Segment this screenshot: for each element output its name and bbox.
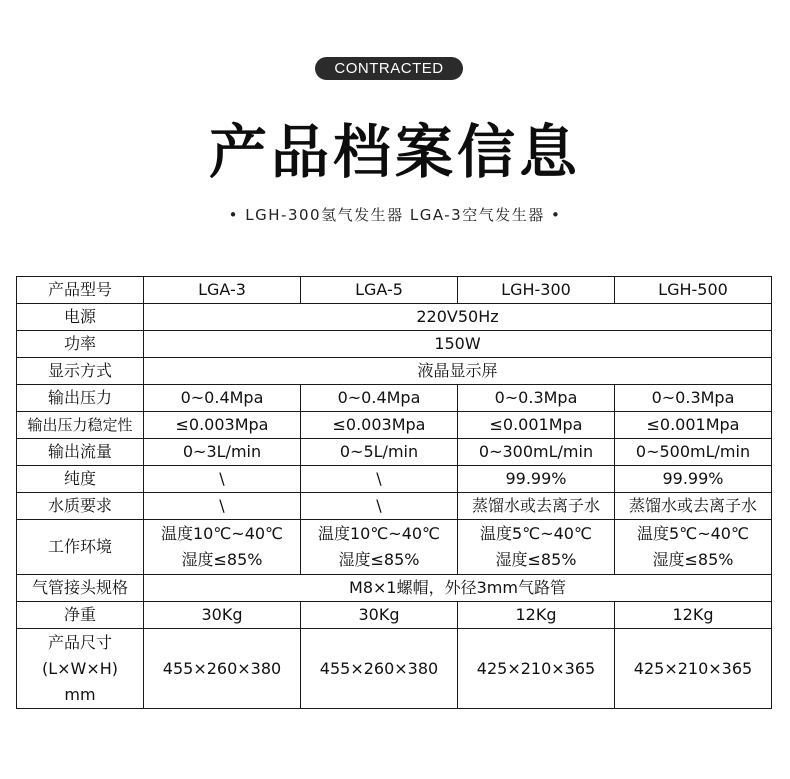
value-cell: ≤0.003Mpa	[301, 412, 458, 439]
row-label: 净重	[17, 602, 144, 629]
value-cell: 0~300mL/min	[458, 439, 615, 466]
value-cell: 0~500mL/min	[615, 439, 772, 466]
row-label: 功率	[17, 331, 144, 358]
humidity-text: 湿度≤85%	[652, 550, 734, 569]
table-row-power	[17, 331, 772, 358]
table-row-output-pressure	[17, 385, 772, 412]
value-cell: 0~5L/min	[301, 439, 458, 466]
humidity-text: 湿度≤85%	[495, 550, 577, 569]
size-label-line: mm	[64, 684, 96, 704]
value-cell: 30Kg	[144, 602, 301, 629]
temperature-text: 温度10℃~40℃	[317, 524, 441, 543]
table-row-environment	[17, 520, 772, 575]
value-cell: 0~0.3Mpa	[615, 385, 772, 412]
value-cell	[615, 520, 772, 575]
value-cell: 455×260×380	[144, 629, 301, 709]
table-row-weight	[17, 602, 772, 629]
row-label: 输出流量	[17, 439, 144, 466]
temperature-text: 温度10℃~40℃	[160, 524, 284, 543]
value-cell: 12Kg	[458, 602, 615, 629]
table-row-flow	[17, 439, 772, 466]
page-title: 产品档案信息	[208, 118, 581, 186]
row-label: 产品型号	[17, 277, 144, 304]
value-cell: \	[144, 466, 301, 493]
value-cell: ≤0.001Mpa	[458, 412, 615, 439]
value-cell: 455×260×380	[301, 629, 458, 709]
value-cell: M8×1螺帽，外径3mm气路管	[144, 575, 772, 602]
value-cell: 150W	[144, 331, 772, 358]
row-label: 工作环境	[17, 520, 144, 575]
temperature-text: 温度5℃~40℃	[637, 524, 749, 543]
value-cell: 蒸馏水或去离子水	[458, 493, 615, 520]
row-label: 电源	[17, 304, 144, 331]
value-cell: \	[144, 493, 301, 520]
model-cell: LGA-3	[144, 277, 301, 304]
value-cell: 425×210×365	[458, 629, 615, 709]
row-label: 水质要求	[17, 493, 144, 520]
model-cell: LGH-500	[615, 277, 772, 304]
value-cell: \	[301, 466, 458, 493]
model-cell: LGH-300	[458, 277, 615, 304]
value-cell: 99.99%	[458, 466, 615, 493]
size-label-line: 产品尺寸	[47, 632, 112, 652]
page-subtitle: • LGH-300氢气发生器 LGA-3空气发生器 •	[228, 206, 562, 224]
table-row-power-source	[17, 304, 772, 331]
value-cell: 0~0.4Mpa	[301, 385, 458, 412]
row-label: 气管接头规格	[17, 575, 144, 602]
table-row-model	[17, 277, 772, 304]
size-label-line: (L×W×H)	[41, 658, 119, 678]
value-cell: 液晶显示屏	[144, 358, 772, 385]
value-cell: 99.99%	[615, 466, 772, 493]
value-cell: 12Kg	[615, 602, 772, 629]
row-label: 输出压力	[17, 385, 144, 412]
temperature-text: 温度5℃~40℃	[480, 524, 592, 543]
spec-table	[16, 276, 772, 709]
row-label: 显示方式	[17, 358, 144, 385]
table-row-size	[17, 629, 772, 709]
value-cell: \	[301, 493, 458, 520]
table-row-display	[17, 358, 772, 385]
value-cell: 425×210×365	[615, 629, 772, 709]
value-cell: ≤0.001Mpa	[615, 412, 772, 439]
value-cell: 0~0.4Mpa	[144, 385, 301, 412]
value-cell: 0~0.3Mpa	[458, 385, 615, 412]
value-cell: 220V50Hz	[144, 304, 772, 331]
humidity-text: 湿度≤85%	[181, 550, 263, 569]
table-row-connector	[17, 575, 772, 602]
table-row-water	[17, 493, 772, 520]
value-cell: 30Kg	[301, 602, 458, 629]
value-cell	[301, 520, 458, 575]
table-row-pressure-stability	[17, 412, 772, 439]
value-cell: 0~3L/min	[144, 439, 301, 466]
contracted-badge: CONTRACTED	[315, 57, 463, 80]
humidity-text: 湿度≤85%	[338, 550, 420, 569]
value-cell	[144, 520, 301, 575]
value-cell: ≤0.003Mpa	[144, 412, 301, 439]
row-label	[17, 629, 144, 709]
row-label: 输出压力稳定性	[17, 412, 144, 439]
model-cell: LGA-5	[301, 277, 458, 304]
value-cell	[458, 520, 615, 575]
table-row-purity	[17, 466, 772, 493]
value-cell: 蒸馏水或去离子水	[615, 493, 772, 520]
row-label: 纯度	[17, 466, 144, 493]
